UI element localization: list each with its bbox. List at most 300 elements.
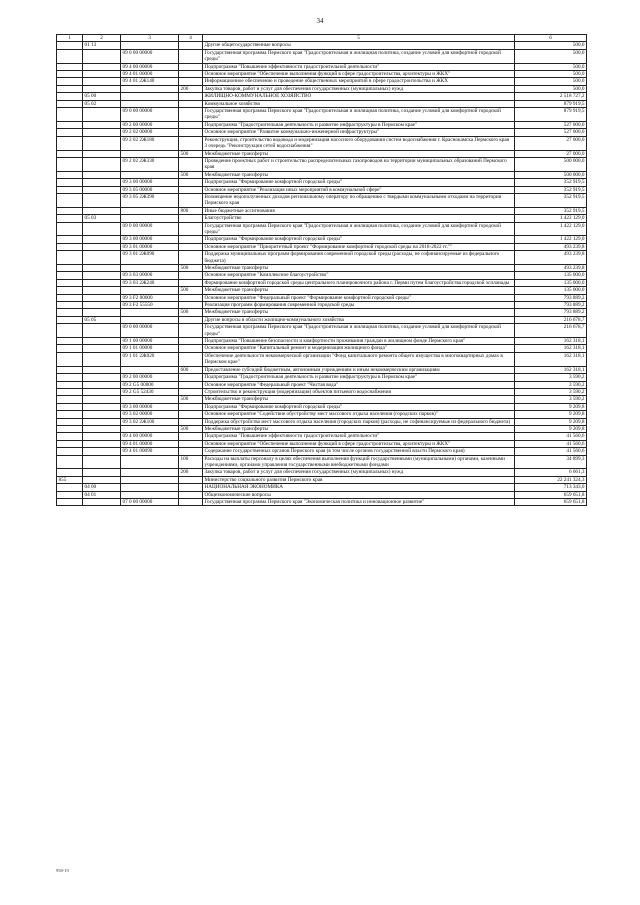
- section-code-cell: [83, 366, 121, 373]
- amount-cell: 135 000,0: [515, 272, 587, 279]
- table-row: [57, 215, 587, 222]
- description-cell: Закупка товаров, работ и услуг для обеспечения государственных (муниципальных) нужд: [203, 85, 515, 92]
- section-code-cell: [83, 433, 121, 440]
- section-code-cell: [83, 287, 121, 294]
- description-cell: Министерство социального развития Пермского края: [203, 476, 515, 483]
- table-row: [57, 484, 587, 491]
- target-article-cell: [121, 265, 179, 272]
- table-row: [57, 243, 587, 250]
- description-cell: Государственная программа Пермского края "Градостроительная и жилищная политика, создание условий для комфортной городской среды": [203, 222, 515, 236]
- ministry-code-cell: [57, 179, 83, 186]
- target-article-cell: 09 4 01 00090: [121, 448, 179, 455]
- table-row: [57, 418, 587, 425]
- table-row: [57, 411, 587, 418]
- amount-cell: 493 239,8: [515, 243, 587, 250]
- table-row: [57, 236, 587, 243]
- description-cell: Государственная программа Пермского края "Градостроительная и жилищная политика, создание условий для комфортной городской среды": [203, 49, 515, 63]
- section-code-cell: [83, 193, 121, 207]
- ministry-code-cell: [57, 150, 83, 157]
- table-row: [57, 193, 587, 207]
- section-code-cell: [83, 425, 121, 432]
- description-cell: Основное мероприятие "Комплексное благоустройство": [203, 272, 515, 279]
- ministry-code-cell: [57, 381, 83, 388]
- target-article-cell: 09 4 01 2Ж140: [121, 78, 179, 85]
- amount-cell: 713 343,0: [515, 484, 587, 491]
- section-code-cell: [83, 49, 121, 63]
- ministry-code-cell: [57, 129, 83, 136]
- section-code-cell: [83, 129, 121, 136]
- target-article-cell: 09 3 00 00000: [121, 179, 179, 186]
- expense-type-cell: [179, 440, 203, 447]
- description-cell: Основное мероприятие "Обеспечение выполнения функций в сфере градостроительства, архитектуры и ЖКХ": [203, 71, 515, 78]
- expense-type-cell: [179, 121, 203, 128]
- description-cell: Государственная программа Пермского края "Градостроительная и жилищная политика, создание условий для комфортной городской среды": [203, 108, 515, 122]
- section-code-cell: [83, 440, 121, 447]
- section-code-cell: [83, 455, 121, 469]
- header-cell: 2: [83, 35, 121, 42]
- description-cell: Подпрограмма "Градостроительная деятельность и развитие инфраструктуры в Пермском крае": [203, 374, 515, 381]
- table-row: [57, 491, 587, 498]
- target-article-cell: 09 0 00 00000: [121, 222, 179, 236]
- expense-type-cell: [179, 316, 203, 323]
- section-code-cell: [83, 207, 121, 214]
- expense-type-cell: [179, 42, 203, 49]
- target-article-cell: 09 3 01 00000: [121, 243, 179, 250]
- expense-type-cell: 500: [179, 309, 203, 316]
- description-cell: Межбюджетные трансферты: [203, 265, 515, 272]
- table-row: [57, 157, 587, 171]
- ministry-code-cell: [57, 484, 83, 491]
- description-cell: Межбюджетные трансферты: [203, 396, 515, 403]
- section-code-cell: [83, 381, 121, 388]
- target-article-cell: 09 3 03 00000: [121, 272, 179, 279]
- expense-type-cell: [179, 100, 203, 107]
- table-row: [57, 294, 587, 301]
- expense-type-cell: [179, 236, 203, 243]
- target-article-cell: 09 3 02 00000: [121, 411, 179, 418]
- section-code-cell: [83, 272, 121, 279]
- target-article-cell: 09 2 00 00000: [121, 374, 179, 381]
- section-code-cell: [83, 374, 121, 381]
- expense-type-cell: [179, 302, 203, 309]
- amount-cell: 352 919,5: [515, 207, 587, 214]
- table-row: [57, 324, 587, 338]
- ministry-code-cell: [57, 302, 83, 309]
- section-code-cell: [83, 309, 121, 316]
- expense-type-cell: [179, 179, 203, 186]
- expense-type-cell: 500: [179, 150, 203, 157]
- amount-cell: 3 590,2: [515, 388, 587, 395]
- target-article-cell: 09 1 01 00000: [121, 345, 179, 352]
- section-code-cell: [83, 71, 121, 78]
- section-code-cell: [83, 411, 121, 418]
- table-row: [57, 150, 587, 157]
- description-cell: Подпрограмма "Повышение эффективности градостроительной деятельности": [203, 63, 515, 70]
- description-cell: Основное мероприятие "Развитие коммунально-инженерной инфраструктуры": [203, 129, 515, 136]
- section-code-cell: 01 13: [83, 42, 121, 49]
- description-cell: Реализация программ формирования современной городской среды: [203, 302, 515, 309]
- header-cell: 4: [179, 35, 203, 42]
- ministry-code-cell: [57, 448, 83, 455]
- section-code-cell: [83, 476, 121, 483]
- ministry-code-cell: [57, 411, 83, 418]
- description-cell: Подпрограмма "Повышение эффективности градостроительной деятельности": [203, 433, 515, 440]
- description-cell: Государственная программа Пермского края "Градостроительная и жилищная политика, создание условий для комфортной городской среды": [203, 324, 515, 338]
- amount-cell: 1 422 129,0: [515, 215, 587, 222]
- description-cell: Подпрограмма "Формирование комфортной городской среды": [203, 179, 515, 186]
- ministry-code-cell: [57, 345, 83, 352]
- expense-type-cell: 800: [179, 207, 203, 214]
- target-article-cell: 09 3 00 00000: [121, 236, 179, 243]
- expense-type-cell: [179, 374, 203, 381]
- ministry-code-cell: [57, 499, 83, 506]
- amount-cell: 27 000,0: [515, 150, 587, 157]
- target-article-cell: 09 3 F2 00000: [121, 294, 179, 301]
- ministry-code-cell: [57, 425, 83, 432]
- ministry-code-cell: [57, 85, 83, 92]
- description-cell: Иные бюджетные ассигнования: [203, 207, 515, 214]
- expense-type-cell: [179, 388, 203, 395]
- expense-type-cell: [179, 243, 203, 250]
- amount-cell: 41 560,6: [515, 433, 587, 440]
- table-row: [57, 42, 587, 49]
- ministry-code-cell: [57, 93, 83, 100]
- table-row: [57, 448, 587, 455]
- expense-type-cell: [179, 411, 203, 418]
- ministry-code-cell: [57, 100, 83, 107]
- target-article-cell: [121, 476, 179, 483]
- table-row: [57, 279, 587, 286]
- header-cell: 5: [203, 35, 515, 42]
- target-article-cell: [121, 150, 179, 157]
- table-row: [57, 71, 587, 78]
- amount-cell: 162 318,1: [515, 352, 587, 366]
- table-row: [57, 302, 587, 309]
- description-cell: Расходы на выплаты персоналу в целях обеспечения выполнения функций государственными (муниципальными) органами, казенными учреждениями, органами управления государственными внебюджетными фондами: [203, 455, 515, 469]
- table-row: [57, 186, 587, 193]
- description-cell: ЖИЛИЩНО-КОММУНАЛЬНОЕ ХОЗЯЙСТВО: [203, 93, 515, 100]
- amount-cell: 527 000,0: [515, 121, 587, 128]
- section-code-cell: [83, 448, 121, 455]
- expense-type-cell: [179, 491, 203, 498]
- amount-cell: 500,0: [515, 42, 587, 49]
- expense-type-cell: [179, 418, 203, 425]
- ministry-code-cell: [57, 366, 83, 373]
- ministry-code-cell: [57, 222, 83, 236]
- table-row: [57, 345, 587, 352]
- amount-cell: 659 651,8: [515, 491, 587, 498]
- table-row: [57, 374, 587, 381]
- amount-cell: 135 000,0: [515, 287, 587, 294]
- amount-cell: 1 422 129,0: [515, 222, 587, 236]
- expense-type-cell: [179, 381, 203, 388]
- ministry-code-cell: [57, 157, 83, 171]
- ministry-code-cell: [57, 251, 83, 265]
- description-cell: Обеспечение деятельности некоммерческой организации "Фонд капитального ремонта общего имущества в многоквартирных домах в Пермском крае": [203, 352, 515, 366]
- expense-type-cell: 500: [179, 171, 203, 178]
- description-cell: Информационное обеспечение и проведение общественных мероприятий в сфере градостроительства и ЖКХ: [203, 78, 515, 85]
- ministry-code-cell: [57, 403, 83, 410]
- amount-cell: 22 241 324,3: [515, 476, 587, 483]
- section-code-cell: [83, 222, 121, 236]
- target-article-cell: 09 3 00 00000: [121, 403, 179, 410]
- description-cell: Поддержка муниципальных программ формирования современной городской среды (расходы, не софинансируемые из федерального бюджета): [203, 251, 515, 265]
- expense-type-cell: 500: [179, 396, 203, 403]
- amount-cell: 162 318,1: [515, 345, 587, 352]
- ministry-code-cell: [57, 121, 83, 128]
- header-cell: 6: [515, 35, 587, 42]
- expense-type-cell: [179, 272, 203, 279]
- ministry-code-cell: [57, 63, 83, 70]
- table-row: [57, 129, 587, 136]
- table-row: [57, 316, 587, 323]
- expense-type-cell: 500: [179, 287, 203, 294]
- amount-cell: 500,0: [515, 71, 587, 78]
- target-article-cell: 09 2 02 2Ж180: [121, 136, 179, 150]
- expense-type-cell: [179, 193, 203, 207]
- expense-type-cell: [179, 476, 203, 483]
- amount-cell: 493 239,8: [515, 265, 587, 272]
- target-article-cell: [121, 396, 179, 403]
- description-cell: Основное мероприятие "Приоритетный проект "Формирование комфортной городской среды на 2018-2022 гг."": [203, 243, 515, 250]
- ministry-code-cell: [57, 338, 83, 345]
- expense-type-cell: [179, 93, 203, 100]
- section-code-cell: [83, 108, 121, 122]
- table-row: [57, 78, 587, 85]
- section-code-cell: [83, 63, 121, 70]
- target-article-cell: [121, 425, 179, 432]
- ministry-code-cell: [57, 294, 83, 301]
- target-article-cell: [121, 215, 179, 222]
- table-row: [57, 207, 587, 214]
- footer-doc-code: 958-19: [56, 868, 69, 873]
- target-article-cell: [121, 85, 179, 92]
- target-article-cell: 09 2 00 00000: [121, 121, 179, 128]
- description-cell: Межбюджетные трансферты: [203, 171, 515, 178]
- ministry-code-cell: [57, 324, 83, 338]
- section-code-cell: [83, 251, 121, 265]
- expense-type-cell: [179, 63, 203, 70]
- table-row: [57, 433, 587, 440]
- table-row: [57, 403, 587, 410]
- target-article-cell: [121, 171, 179, 178]
- ministry-code-cell: 855: [57, 476, 83, 483]
- section-code-cell: [83, 121, 121, 128]
- table-row: [57, 251, 587, 265]
- amount-cell: 27 000,0: [515, 136, 587, 150]
- amount-cell: 1 422 129,0: [515, 236, 587, 243]
- section-code-cell: [83, 179, 121, 186]
- amount-cell: 9 209,8: [515, 411, 587, 418]
- expense-type-cell: [179, 251, 203, 265]
- expense-type-cell: [179, 136, 203, 150]
- expense-type-cell: [179, 49, 203, 63]
- ministry-code-cell: [57, 272, 83, 279]
- ministry-code-cell: [57, 42, 83, 49]
- target-article-cell: 09 4 00 00000: [121, 63, 179, 70]
- amount-cell: 3 590,2: [515, 374, 587, 381]
- section-code-cell: 04 01: [83, 491, 121, 498]
- target-article-cell: 09 0 00 00000: [121, 324, 179, 338]
- ministry-code-cell: [57, 374, 83, 381]
- amount-cell: 500,0: [515, 78, 587, 85]
- target-article-cell: 09 2 G5 00000: [121, 381, 179, 388]
- target-article-cell: [121, 366, 179, 373]
- table-row: [57, 121, 587, 128]
- ministry-code-cell: [57, 193, 83, 207]
- description-cell: Благоустройство: [203, 215, 515, 222]
- ministry-code-cell: [57, 136, 83, 150]
- target-article-cell: [121, 207, 179, 214]
- description-cell: Возмещение недополученных доходов региональному оператору по обращению с твердыми коммунальными отходами на территории Пермского края: [203, 193, 515, 207]
- table-row: [57, 265, 587, 272]
- amount-cell: 793 889,2: [515, 309, 587, 316]
- section-code-cell: 05 05: [83, 316, 121, 323]
- table-header-row: [57, 35, 587, 42]
- table-row: [57, 222, 587, 236]
- ministry-code-cell: [57, 433, 83, 440]
- expense-type-cell: [179, 279, 203, 286]
- expense-type-cell: 600: [179, 366, 203, 373]
- amount-cell: 9 209,8: [515, 425, 587, 432]
- section-code-cell: 05 02: [83, 100, 121, 107]
- ministry-code-cell: [57, 71, 83, 78]
- expense-type-cell: [179, 403, 203, 410]
- section-code-cell: [83, 302, 121, 309]
- target-article-cell: 09 3 03 2Ж240: [121, 279, 179, 286]
- description-cell: Подпрограмма "Повышение безопасности и комфортности проживания граждан в жилищном фонде Пермского края": [203, 338, 515, 345]
- page-number: 34: [316, 17, 324, 25]
- header-cell: 3: [121, 35, 179, 42]
- table-row: [57, 272, 587, 279]
- description-cell: Предоставление субсидий бюджетным, автономным учреждениям и иным некоммерческим организациям: [203, 366, 515, 373]
- table-row: [57, 366, 587, 373]
- amount-cell: 793 889,2: [515, 294, 587, 301]
- table-row: [57, 85, 587, 92]
- section-code-cell: [83, 236, 121, 243]
- target-article-cell: 09 2 02 00000: [121, 129, 179, 136]
- ministry-code-cell: [57, 279, 83, 286]
- table-row: [57, 455, 587, 469]
- section-code-cell: [83, 265, 121, 272]
- section-code-cell: [83, 418, 121, 425]
- description-cell: Основное мероприятие "Обеспечение выполнения функций в сфере градостроительства, архитектуры и ЖКХ": [203, 440, 515, 447]
- description-cell: Общеэкономические вопросы: [203, 491, 515, 498]
- table-row: [57, 309, 587, 316]
- description-cell: Межбюджетные трансферты: [203, 287, 515, 294]
- header-cell: 1: [57, 35, 83, 42]
- description-cell: Основное мероприятие "Реализация иных мероприятий в коммунальной сфере": [203, 186, 515, 193]
- amount-cell: 500,0: [515, 49, 587, 63]
- expense-type-cell: 500: [179, 425, 203, 432]
- table-row: [57, 440, 587, 447]
- amount-cell: 352 919,5: [515, 193, 587, 207]
- table-row: [57, 352, 587, 366]
- description-cell: Формирование комфортной городской среды центрального планировочного района г. Перми путем благоустройства городской эспланады: [203, 279, 515, 286]
- description-cell: Основное мероприятие "Федеральный проект "Чистая вода": [203, 381, 515, 388]
- expense-type-cell: [179, 78, 203, 85]
- description-cell: Проведение проектных работ и строительство распределительных газопроводов на территории муниципальных образований Пермского края: [203, 157, 515, 171]
- amount-cell: 6 661,3: [515, 469, 587, 476]
- expense-type-cell: [179, 352, 203, 366]
- expense-type-cell: 500: [179, 265, 203, 272]
- description-cell: Основное мероприятие "Содействие обустройству мест массового отдыха населения (городских парков)": [203, 411, 515, 418]
- target-article-cell: [121, 469, 179, 476]
- ministry-code-cell: [57, 49, 83, 63]
- target-article-cell: 07 0 00 00000: [121, 499, 179, 506]
- expense-type-cell: 100: [179, 455, 203, 469]
- expense-type-cell: [179, 294, 203, 301]
- section-code-cell: [83, 324, 121, 338]
- amount-cell: 879 919,5: [515, 100, 587, 107]
- target-article-cell: 09 3 01 2Ж090: [121, 251, 179, 265]
- description-cell: Межбюджетные трансферты: [203, 309, 515, 316]
- section-code-cell: [83, 78, 121, 85]
- table-row: [57, 425, 587, 432]
- amount-cell: 162 318,1: [515, 338, 587, 345]
- table-row: [57, 287, 587, 294]
- section-code-cell: [83, 396, 121, 403]
- target-article-cell: 09 0 00 00000: [121, 108, 179, 122]
- amount-cell: 879 919,5: [515, 108, 587, 122]
- section-code-cell: [83, 388, 121, 395]
- description-cell: Межбюджетные трансферты: [203, 425, 515, 432]
- ministry-code-cell: [57, 243, 83, 250]
- amount-cell: 352 919,5: [515, 186, 587, 193]
- amount-cell: 9 209,8: [515, 418, 587, 425]
- expense-type-cell: [179, 499, 203, 506]
- amount-cell: 500,0: [515, 85, 587, 92]
- table-row: [57, 63, 587, 70]
- amount-cell: 500,0: [515, 63, 587, 70]
- section-code-cell: [83, 157, 121, 171]
- target-article-cell: 09 2 G5 52430: [121, 388, 179, 395]
- target-article-cell: 09 4 00 00000: [121, 433, 179, 440]
- section-code-cell: [83, 338, 121, 345]
- description-cell: Строительство и реконструкция (модернизация) объектов питьевого водоснабжения: [203, 388, 515, 395]
- target-article-cell: [121, 316, 179, 323]
- description-cell: Реконструкция, строительство водовода и модернизация насосного оборудования систем водоснабжения г. Краснокамска Пермского края 3 очередь "Реконструкция сетей водоснабжения": [203, 136, 515, 150]
- target-article-cell: [121, 93, 179, 100]
- ministry-code-cell: [57, 352, 83, 366]
- target-article-cell: 09 4 01 00000: [121, 440, 179, 447]
- target-article-cell: [121, 42, 179, 49]
- amount-cell: 493 239,8: [515, 251, 587, 265]
- amount-cell: 2 518 727,2: [515, 93, 587, 100]
- amount-cell: 135 000,0: [515, 279, 587, 286]
- amount-cell: 34 899,3: [515, 455, 587, 469]
- section-code-cell: [83, 171, 121, 178]
- budget-table: [56, 34, 587, 506]
- table-row: [57, 499, 587, 506]
- amount-cell: 162 318,1: [515, 366, 587, 373]
- expense-type-cell: [179, 222, 203, 236]
- description-cell: Другие вопросы в области жилищно-коммунального хозяйства: [203, 316, 515, 323]
- table-row: [57, 100, 587, 107]
- section-code-cell: 05 00: [83, 93, 121, 100]
- amount-cell: 659 651,8: [515, 499, 587, 506]
- description-cell: Государственная программа Пермского края "Экономическая политика и инновационное развитие": [203, 499, 515, 506]
- amount-cell: 3 590,2: [515, 381, 587, 388]
- section-code-cell: [83, 186, 121, 193]
- section-code-cell: [83, 345, 121, 352]
- expense-type-cell: [179, 71, 203, 78]
- section-code-cell: [83, 136, 121, 150]
- description-cell: Содержание государственных органов Пермского края (в том числе органов государственной власти Пермского края): [203, 448, 515, 455]
- target-article-cell: [121, 455, 179, 469]
- expense-type-cell: [179, 108, 203, 122]
- section-code-cell: [83, 469, 121, 476]
